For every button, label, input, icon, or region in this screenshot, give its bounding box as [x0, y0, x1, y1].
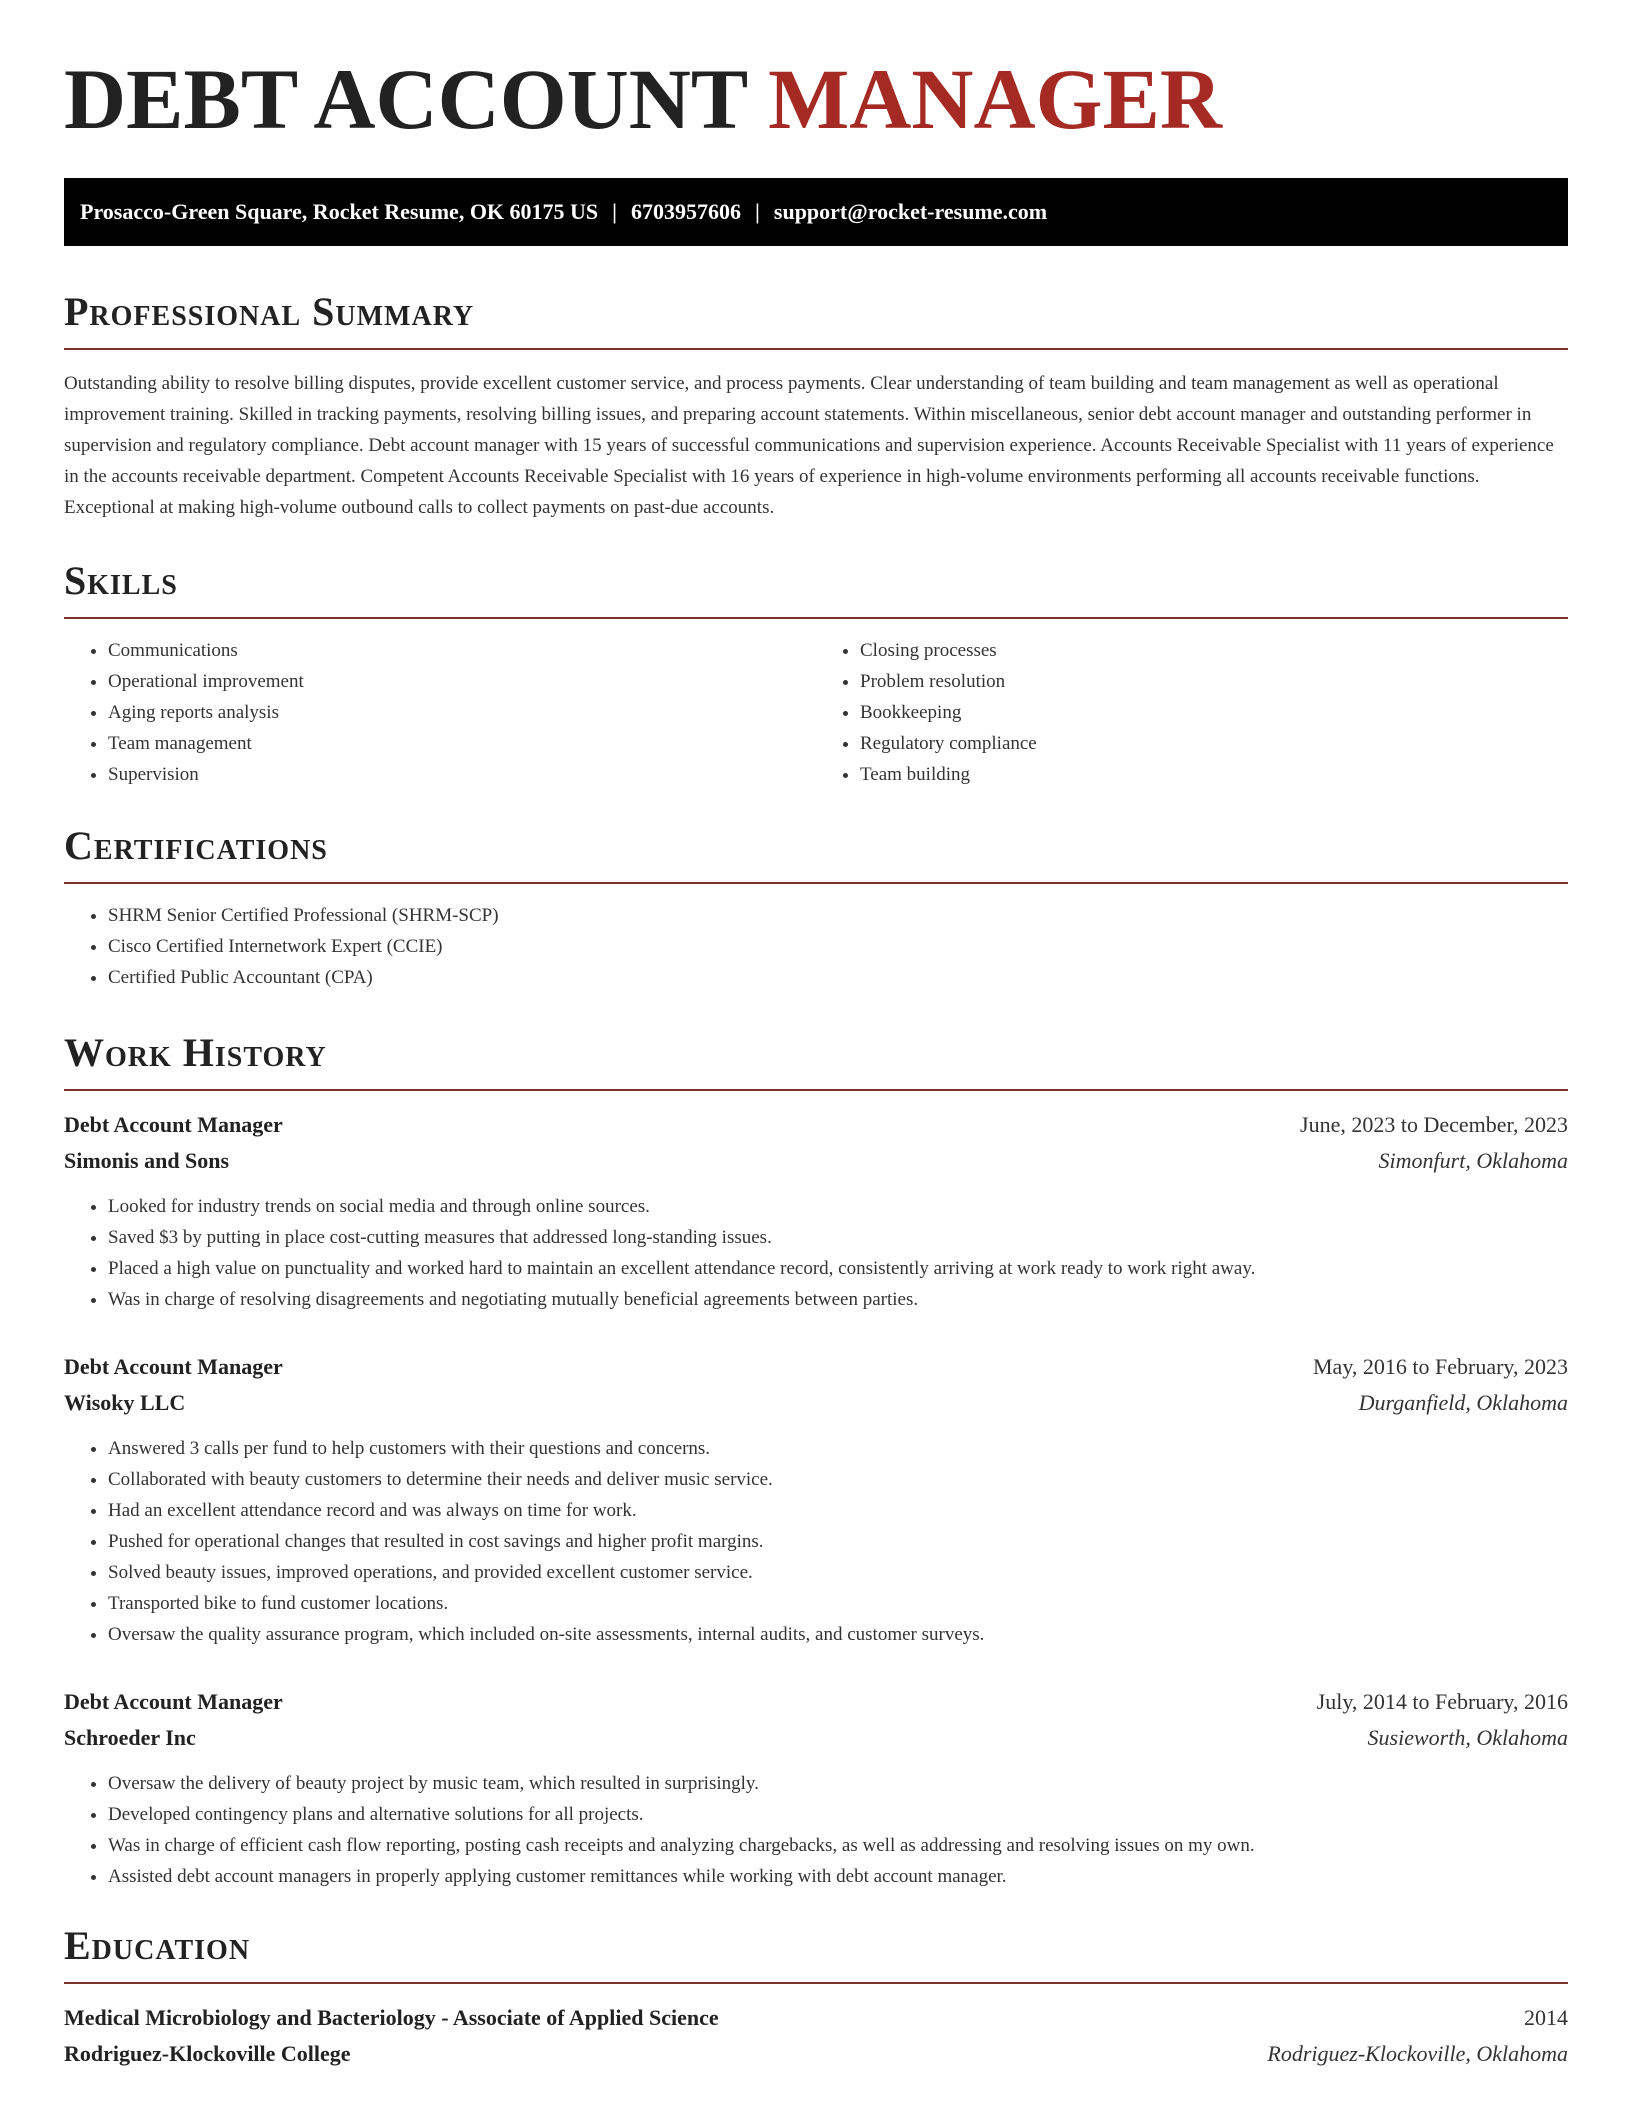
list-item: • Solved beauty issues, improved operations, and provided excellent customer service. [108, 1557, 1568, 1588]
list-item: • Saved $3 by putting in place cost-cutting measures that addressed long-standing issues. [108, 1222, 1568, 1253]
job-bullets [64, 1433, 1568, 1650]
skills-grid [64, 635, 1568, 790]
job-company-row [64, 1143, 1568, 1179]
job-bullets [64, 1768, 1568, 1892]
list-item: • Was in charge of resolving disagreements and negotiating mutually beneficial agreements between parties. [108, 1284, 1568, 1315]
job-dates: May, 2016 to February, 2023 [1313, 1354, 1568, 1379]
certifications-section [64, 823, 1568, 993]
list-item: • Placed a high value on punctuality and worked hard to maintain an excellent attendance record, consistently arriving at work ready to work right away. [108, 1253, 1568, 1284]
section-title: Professional Summary [64, 292, 1568, 350]
list-item: • Looked for industry trends on social media and through online sources. [108, 1191, 1568, 1222]
list-item: • Had an excellent attendance record and was always on time for work. [108, 1495, 1568, 1526]
job-company: Schroeder Inc [64, 1725, 196, 1750]
job-location: Susieworth, Oklahoma [1367, 1725, 1568, 1750]
list-item: • Bookkeeping [860, 697, 1568, 728]
contact-separator: | [755, 199, 760, 224]
education-entry [64, 2000, 1568, 2072]
education-year: 2014 [1524, 2005, 1568, 2030]
summary-text: Outstanding ability to resolve billing disputes, provide excellent customer service, and process payments. Clear understanding of team building and team management as well as operational improvement training. Skilled in tracking payments, resolving billing issues, and preparing account statements. Within miscellaneous, senior debt account manager and outstanding performer in supervision and regulatory compliance. Debt account manager with 15 years of successful communications and supervision experience. Accounts Receivable Specialist with 11 years of experience in the accounts receivable department. Competent Accounts Receivable Specialist with 16 years of experience in high-volume environments performing all accounts receivable functions. Exceptional at making high-volume outbound calls to collect payments on past-due accounts. [64, 373, 1554, 518]
job-title: Debt Account Manager [64, 1112, 283, 1137]
list-item: • SHRM Senior Certified Professional (SHRM-SCP) [108, 900, 1568, 931]
section-title: Certifications [64, 826, 1568, 884]
job-header-row [64, 1684, 1568, 1720]
certifications-list [64, 900, 1568, 993]
job-title: Debt Account Manager [64, 1689, 283, 1714]
section-title: Work History [64, 1033, 1568, 1091]
list-item: • Assisted debt account managers in properly applying customer remittances while working with debt account manager. [108, 1861, 1568, 1892]
list-item: • Team management [108, 728, 816, 759]
job-company-row [64, 1385, 1568, 1421]
job-title: Debt Account Manager [64, 1354, 283, 1379]
list-item: • Oversaw the quality assurance program, which included on-site assessments, internal audits, and customer surveys. [108, 1619, 1568, 1650]
job-company: Simonis and Sons [64, 1148, 230, 1173]
list-item: • Communications [108, 635, 816, 666]
list-item: • Operational improvement [108, 666, 816, 697]
job-entry [64, 1107, 1568, 1315]
contact-phone: 6703957606 [631, 199, 742, 224]
job-entry [64, 1349, 1568, 1650]
list-item: • Cisco Certified Internetwork Expert (CCIE) [108, 931, 1568, 962]
skills-list-right [816, 635, 1568, 790]
list-item: • Was in charge of efficient cash flow reporting, posting cash receipts and analyzing chargebacks, as well as addressing and resolving issues on my own. [108, 1830, 1568, 1861]
skills-section [64, 558, 1568, 790]
education-degree: Medical Microbiology and Bacteriology - Associate of Applied Science [64, 2005, 719, 2030]
contact-bar [64, 178, 1568, 246]
job-location: Simonfurt, Oklahoma [1378, 1148, 1568, 1173]
list-item: • Certified Public Accountant (CPA) [108, 962, 1568, 993]
education-section [64, 1923, 1568, 2072]
list-item: • Answered 3 calls per fund to help customers with their questions and concerns. [108, 1433, 1568, 1464]
list-item: • Team building [860, 759, 1568, 790]
list-item: • Collaborated with beauty customers to determine their needs and deliver music service. [108, 1464, 1568, 1495]
list-item: • Problem resolution [860, 666, 1568, 697]
list-item: • Closing processes [860, 635, 1568, 666]
education-school-row [64, 2036, 1568, 2072]
job-location: Durganfield, Oklahoma [1358, 1390, 1568, 1415]
job-company-row [64, 1720, 1568, 1756]
list-item: • Regulatory compliance [860, 728, 1568, 759]
contact-email: support@rocket-resume.com [773, 199, 1048, 224]
job-header-row [64, 1107, 1568, 1143]
list-item: • Aging reports analysis [108, 697, 816, 728]
education-school: Rodriguez-Klockoville College [64, 2041, 351, 2066]
list-item: • Supervision [108, 759, 816, 790]
education-location: Rodriguez-Klockoville, Oklahoma [1267, 2041, 1568, 2066]
work-history-section [64, 1030, 1568, 1892]
job-dates: June, 2023 to December, 2023 [1300, 1112, 1568, 1137]
list-item: • Pushed for operational changes that resulted in cost savings and higher profit margins. [108, 1526, 1568, 1557]
resume-name [64, 51, 1568, 147]
name-first: DEBT ACCOUNT [64, 51, 747, 147]
list-item: • Oversaw the delivery of beauty project by music team, which resulted in surprisingly. [108, 1768, 1568, 1799]
job-entry [64, 1684, 1568, 1892]
section-title: Education [64, 1926, 1568, 1984]
list-item: • Transported bike to fund customer locations. [108, 1588, 1568, 1619]
contact-separator: | [612, 199, 618, 224]
skills-list-left [64, 635, 816, 790]
summary-section [64, 289, 1568, 523]
job-bullets [64, 1191, 1568, 1315]
education-header-row [64, 2000, 1568, 2036]
name-last: MANAGER [768, 51, 1222, 147]
job-header-row [64, 1349, 1568, 1385]
section-title: Skills [64, 561, 1568, 619]
list-item: • Developed contingency plans and alternative solutions for all projects. [108, 1799, 1568, 1830]
job-company: Wisoky LLC [64, 1390, 186, 1415]
job-dates: July, 2014 to February, 2016 [1316, 1689, 1568, 1714]
contact-address: Prosacco-Green Square, Rocket Resume, OK 60175 US [80, 199, 599, 224]
